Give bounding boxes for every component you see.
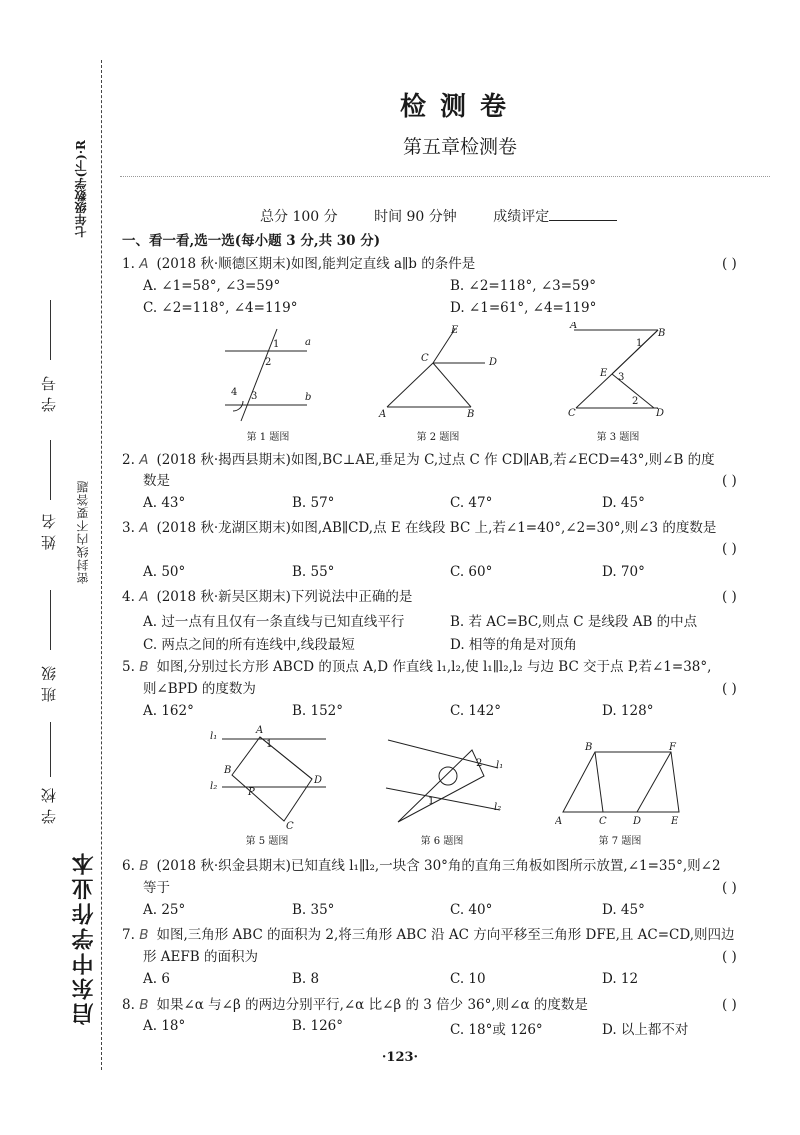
fig6-label-l2: l₂ <box>494 802 502 813</box>
figure-1 <box>215 325 325 425</box>
fig3-label-D: D <box>656 408 665 419</box>
fig1-label-b: b <box>305 392 312 403</box>
figure-6 <box>380 730 510 830</box>
student-id-label: 学号 <box>40 370 58 412</box>
brand-text: 启东中学作业本 <box>71 850 97 1025</box>
fig2-label-B: B <box>467 409 475 420</box>
fig6-label-l1: l₁ <box>496 760 504 771</box>
q5-option-a[interactable]: A. 162° <box>143 703 194 719</box>
difficulty-mark: B <box>139 997 149 1013</box>
score-line <box>260 206 649 226</box>
q2-option-c[interactable]: C. 47° <box>450 495 493 511</box>
figure-7 <box>555 742 685 827</box>
fig5-label-l2: l₂ <box>210 781 218 792</box>
fig3-angle-1: 1 <box>636 338 643 349</box>
q4-option-c[interactable]: C. 两点之间的所有连线中,线段最短 <box>143 637 355 653</box>
fig3-label-A: A <box>570 322 578 331</box>
page-number: ·123· <box>381 1050 419 1065</box>
q2-option-b[interactable]: B. 57° <box>292 495 335 511</box>
time-limit: 时间 90 分钟 <box>374 209 457 225</box>
q2-option-d[interactable]: D. 45° <box>602 495 645 511</box>
fig6-angle-2: 2 <box>476 758 483 769</box>
question-4: 4. A (2018 秋·新吴区期末)下列说法中正确的是 <box>122 589 413 605</box>
fig7-label-D: D <box>633 816 642 827</box>
q8-option-a[interactable]: A. 18° <box>143 1018 186 1034</box>
q3-option-b[interactable]: B. 55° <box>292 564 335 580</box>
q4-option-d[interactable]: D. 相等的角是对顶角 <box>450 637 577 653</box>
q8-option-c[interactable]: C. 18°或 126° <box>450 1022 543 1038</box>
name-label: 姓名 <box>40 508 58 550</box>
fig7-label-E: E <box>671 816 679 827</box>
fig1-angle-1: 1 <box>273 339 280 350</box>
fig5-label-A: A <box>256 725 264 736</box>
q1-option-b[interactable]: B. ∠2=118°, ∠3=59° <box>450 278 596 294</box>
question-2-cont: 数是 <box>143 473 170 489</box>
fig7-label-F: F <box>669 742 676 753</box>
q6-option-d[interactable]: D. 45° <box>602 902 645 918</box>
answer-paren-2[interactable]: ( ) <box>722 473 737 489</box>
fig3-label-B: B <box>658 328 666 339</box>
question-6: 6. B (2018 秋·织金县期末)已知直线 l₁∥l₂,一块含 30°角的直角三角板如图所示放置,∠1=35°,则∠2 <box>122 858 721 874</box>
fig5-caption: 第 5 题图 <box>245 836 289 847</box>
fig6-angle-1: 1 <box>428 796 435 807</box>
seal-dashed-line <box>101 60 102 1070</box>
grade-label: 成绩评定 <box>493 209 550 225</box>
answer-paren-5[interactable]: ( ) <box>722 681 737 697</box>
q8-option-d[interactable]: D. 以上都不对 <box>602 1022 689 1038</box>
q3-option-c[interactable]: C. 60° <box>450 564 493 580</box>
fig5-label-D: D <box>314 775 323 786</box>
difficulty-mark: B <box>139 858 149 874</box>
q4-option-b[interactable]: B. 若 AC=BC,则点 C 是线段 AB 的中点 <box>450 614 698 630</box>
q7-option-b[interactable]: B. 8 <box>292 971 320 987</box>
question-1: 1. A (2018 秋·顺德区期末)如图,能判定直线 a∥b 的条件是 <box>122 256 476 272</box>
binding-margin <box>0 0 118 1135</box>
name-blank[interactable] <box>50 440 51 500</box>
difficulty-mark: B <box>139 927 149 943</box>
question-7: 7. B 如图,三角形 ABC 的面积为 2,将三角形 ABC 沿 AC 方向平移至三角形 DFE,且 AC=CD,则四边 <box>122 927 735 943</box>
q7-option-c[interactable]: C. 10 <box>450 971 486 987</box>
q2-option-a[interactable]: A. 43° <box>143 495 186 511</box>
school-blank[interactable] <box>50 722 51 777</box>
class-blank[interactable] <box>50 590 51 650</box>
question-3: 3. A (2018 秋·龙湖区期末)如图,AB∥CD,点 E 在线段 BC 上,若∠1=40°,∠2=30°,则∠3 的度数是 <box>122 520 717 536</box>
fig5-label-l1: l₁ <box>210 731 218 742</box>
divider <box>120 176 770 177</box>
answer-paren-4[interactable]: ( ) <box>722 589 737 605</box>
question-2: 2. A (2018 秋·揭西县期末)如图,BC⊥AE,垂足为 C,过点 C 作 CD∥AB,若∠ECD=43°,则∠B 的度 <box>122 452 715 468</box>
q5-option-d[interactable]: D. 128° <box>602 703 654 719</box>
fig7-label-A: A <box>555 816 563 827</box>
fig2-label-A: A <box>379 409 387 420</box>
question-7-cont: 形 AEFB 的面积为 <box>143 949 258 965</box>
difficulty-mark: B <box>139 659 149 675</box>
q4-option-a[interactable]: A. 过一点有且仅有一条直线与已知直线平行 <box>143 614 405 630</box>
difficulty-mark: A <box>139 589 149 605</box>
q8-option-b[interactable]: B. 126° <box>292 1018 344 1034</box>
fig5-label-B: B <box>224 765 232 776</box>
answer-paren-6[interactable]: ( ) <box>722 880 737 896</box>
fig1-label-a: a <box>305 337 311 348</box>
answer-paren-8[interactable]: ( ) <box>722 997 737 1013</box>
answer-paren-7[interactable]: ( ) <box>722 949 737 965</box>
series-label: 七年级数学(下)·R <box>74 140 88 238</box>
q6-option-b[interactable]: B. 35° <box>292 902 335 918</box>
total-score: 总分 100 分 <box>260 209 338 225</box>
question-8: 8. B 如果∠α 与∠β 的两边分别平行,∠α 比∠β 的 3 倍少 36°,则∠α 的度数是 <box>122 997 588 1013</box>
question-5-cont: 则∠BPD 的度数为 <box>143 681 256 697</box>
student-id-blank[interactable] <box>50 300 51 360</box>
fig5-label-C: C <box>286 821 294 830</box>
question-5: 5. B 如图,分别过长方形 ABCD 的顶点 A,D 作直线 l₁,l₂,使 l₁∥l₂,l₂ 与边 BC 交于点 P,若∠1=38°, <box>122 659 712 675</box>
q3-option-d[interactable]: D. 70° <box>602 564 645 580</box>
fig1-angle-4: 4 <box>231 387 238 398</box>
figure-3 <box>562 322 672 422</box>
grade-blank[interactable] <box>549 208 617 221</box>
fig1-angle-2: 2 <box>265 357 272 368</box>
fig7-caption: 第 7 题图 <box>598 836 642 847</box>
fig3-angle-3: 3 <box>618 372 625 383</box>
page-title: 检测卷 <box>399 92 520 122</box>
fig7-label-C: C <box>599 816 607 827</box>
difficulty-mark: A <box>139 520 149 536</box>
fig3-label-C: C <box>568 408 576 419</box>
fig3-caption: 第 3 题图 <box>596 432 640 443</box>
fig6-caption: 第 6 题图 <box>420 836 464 847</box>
fig5-angle-1: 1 <box>266 739 273 750</box>
fig2-label-E: E <box>451 325 459 336</box>
fig5-label-P: P <box>248 787 255 798</box>
section-heading: 一、看一看,选一选(每小题 3 分,共 30 分) <box>122 233 381 249</box>
fig2-caption: 第 2 题图 <box>416 432 460 443</box>
fig2-label-C: C <box>421 353 429 364</box>
q7-option-d[interactable]: D. 12 <box>602 971 639 987</box>
q3-option-a[interactable]: A. 50° <box>143 564 186 580</box>
fig3-label-E: E <box>600 368 608 379</box>
q5-option-c[interactable]: C. 142° <box>450 703 501 719</box>
difficulty-mark: A <box>139 256 149 272</box>
q6-option-c[interactable]: C. 40° <box>450 902 493 918</box>
q7-option-a[interactable]: A. 6 <box>143 971 170 987</box>
q1-option-a[interactable]: A. ∠1=58°, ∠3=59° <box>143 278 281 294</box>
school-label: 学校 <box>40 782 58 824</box>
fig3-angle-2: 2 <box>632 396 639 407</box>
answer-paren-3[interactable]: ( ) <box>722 541 737 557</box>
fig7-label-B: B <box>585 742 593 753</box>
q5-option-b[interactable]: B. 152° <box>292 703 344 719</box>
seal-line-note: 密封线内不要答题 <box>76 480 90 584</box>
answer-paren-1[interactable]: ( ) <box>722 256 737 272</box>
figure-5 <box>208 725 333 830</box>
fig2-label-D: D <box>489 357 498 368</box>
class-label: 班级 <box>40 660 58 702</box>
figure-2 <box>375 323 505 423</box>
q6-option-a[interactable]: A. 25° <box>143 902 186 918</box>
fig1-caption: 第 1 题图 <box>246 432 290 443</box>
fig1-angle-3: 3 <box>251 391 258 402</box>
q1-option-c[interactable]: C. ∠2=118°, ∠4=119° <box>143 300 298 316</box>
page-subtitle: 第五章检测卷 <box>402 136 517 158</box>
q1-option-d[interactable]: D. ∠1=61°, ∠4=119° <box>450 300 597 316</box>
difficulty-mark: A <box>139 452 149 468</box>
question-6-cont: 等于 <box>143 880 170 896</box>
